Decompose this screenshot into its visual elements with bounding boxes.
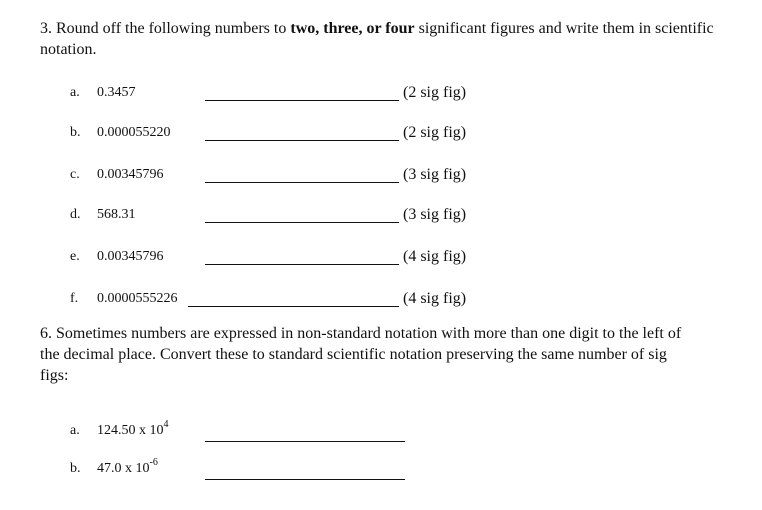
answer-blank[interactable] xyxy=(205,222,399,223)
sig-fig-note: (3 sig fig) xyxy=(403,206,467,223)
item-value: 0.000055220 xyxy=(97,125,171,140)
answer-blank[interactable] xyxy=(205,100,399,101)
answer-blank[interactable] xyxy=(205,140,399,141)
mantissa: 47.0 x 10 xyxy=(97,461,150,476)
sig-fig-note: (2 sig fig) xyxy=(403,84,467,101)
mantissa: 124.50 x 10 xyxy=(97,423,164,438)
item-label: f. xyxy=(70,291,79,306)
item-value: 0.0000555226 xyxy=(97,291,178,306)
answer-blank[interactable] xyxy=(205,441,405,442)
item-label: a. xyxy=(70,85,80,100)
exponent: 4 xyxy=(163,419,169,430)
sig-fig-note: (4 sig fig) xyxy=(403,248,467,265)
item-label: b. xyxy=(70,461,81,476)
item-label: c. xyxy=(70,167,80,182)
question-3-prompt xyxy=(40,18,720,60)
question-6-prompt xyxy=(40,323,690,386)
question-number: 6. xyxy=(40,325,52,342)
item-value xyxy=(97,459,158,479)
prompt-bold-text: two, three, or four xyxy=(290,20,415,37)
prompt-text: Sometimes numbers are expressed in non-standard notation with more than one digit to the left of the decimal place. Convert these to standard scientific notation preserving the same number of sig figs: xyxy=(40,325,682,384)
answer-blank[interactable] xyxy=(205,479,405,480)
item-label: e. xyxy=(70,249,80,264)
item-value: 568.31 xyxy=(97,207,136,222)
answer-blank[interactable] xyxy=(205,182,399,183)
item-value: 0.3457 xyxy=(97,85,136,100)
item-value: 0.00345796 xyxy=(97,249,164,264)
prompt-text: significant figures and write them in scientific notation. xyxy=(40,20,714,58)
item-label: d. xyxy=(70,207,81,222)
sig-fig-note: (4 sig fig) xyxy=(403,290,467,307)
answer-blank[interactable] xyxy=(205,264,399,265)
answer-blank[interactable] xyxy=(188,306,399,307)
item-label: b. xyxy=(70,125,81,140)
sig-fig-note: (3 sig fig) xyxy=(403,166,467,183)
item-value: 0.00345796 xyxy=(97,167,164,182)
sig-fig-note: (2 sig fig) xyxy=(403,124,467,141)
prompt-text: Round off the following numbers to xyxy=(56,20,291,37)
exponent: -6 xyxy=(149,457,158,468)
item-label: a. xyxy=(70,423,80,438)
question-number: 3. xyxy=(40,20,52,37)
item-value xyxy=(97,421,169,441)
